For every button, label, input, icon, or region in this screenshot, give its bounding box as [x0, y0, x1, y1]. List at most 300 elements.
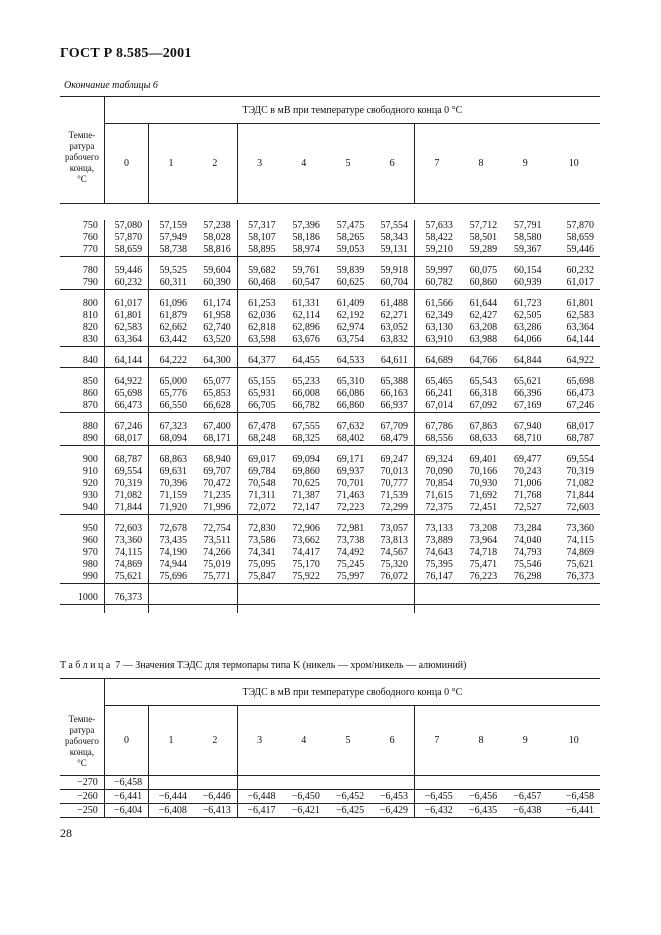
- emf-cell: 69,401: [469, 454, 498, 465]
- emf-cell: 72,223: [336, 502, 365, 513]
- table-row: [60, 298, 600, 310]
- emf-cell: −6,404: [104, 804, 148, 818]
- emf-cell: 69,324: [415, 454, 459, 466]
- gap-cell: [326, 446, 370, 455]
- corner-line: °С: [77, 173, 87, 184]
- emf-cell: 70,013: [380, 466, 408, 477]
- emf-cell: 67,092: [469, 400, 498, 411]
- emf-cell: 73,057: [380, 523, 408, 534]
- gap-cell: [415, 257, 459, 266]
- emf-cell: 71,387: [292, 490, 320, 501]
- emf-cell: −6,444: [158, 791, 187, 802]
- emf-cell: 66,860: [336, 400, 365, 411]
- emf-cell: 64,844: [513, 355, 542, 366]
- gap-cell: [282, 446, 326, 455]
- gap-cell: [104, 446, 148, 455]
- temperature-cell: 790: [60, 277, 104, 290]
- gap-cell: [326, 347, 370, 356]
- emf-cell: 59,446: [566, 244, 594, 255]
- gap-cell: [547, 368, 600, 377]
- table-row: [60, 502, 600, 515]
- emf-cell: 69,477: [513, 454, 542, 465]
- corner-line: ратура: [69, 140, 95, 151]
- emf-cell: 61,253: [237, 298, 281, 310]
- emf-cell: 57,159: [149, 220, 193, 232]
- temperature-cell: 880: [60, 421, 104, 433]
- emf-cell: 69,171: [336, 454, 365, 465]
- emf-cell: 65,698: [114, 388, 143, 399]
- group-gap: [60, 446, 600, 455]
- gap-cell: [149, 446, 193, 455]
- emf-cell: 75,471: [469, 559, 498, 570]
- table-row: [60, 790, 600, 804]
- col-header: 10: [568, 158, 579, 169]
- gap-cell: [370, 446, 414, 455]
- emf-cell: 62,583: [114, 322, 143, 333]
- emf-cell: 74,643: [415, 547, 459, 559]
- gap-cell: [104, 347, 148, 356]
- temperature-cell: 990: [60, 571, 104, 584]
- col-header: 5: [345, 158, 351, 169]
- gap-cell: [60, 368, 104, 377]
- emf-cell: 70,319: [566, 466, 594, 477]
- gap-cell: [104, 257, 148, 266]
- temperature-cell: 960: [60, 535, 104, 547]
- emf-cell: 62,036: [237, 310, 281, 322]
- emf-cell: 64,222: [149, 355, 193, 368]
- emf-cell: 74,040: [513, 535, 542, 546]
- temperature-cell: −270: [60, 776, 104, 790]
- gap-cell: [237, 446, 281, 455]
- gap-cell: [104, 413, 148, 422]
- table-row: [60, 592, 600, 605]
- gap-cell: [547, 290, 600, 299]
- emf-cell: 57,949: [149, 232, 193, 244]
- emf-cell: 57,554: [380, 220, 408, 231]
- emf-cell: 70,701: [336, 478, 365, 489]
- table6-body: [60, 220, 600, 613]
- emf-cell: 67,400: [203, 421, 231, 432]
- emf-cell: 70,319: [114, 478, 143, 489]
- col-header: 7: [434, 735, 440, 746]
- table-row: [60, 355, 600, 368]
- table7-body: [60, 776, 600, 818]
- gap-cell: [237, 605, 281, 614]
- gap-cell: [459, 413, 503, 422]
- gap-cell: [149, 413, 193, 422]
- emf-cell: 66,086: [336, 388, 365, 399]
- col-header: 8: [478, 735, 484, 746]
- temperature-cell: 810: [60, 310, 104, 322]
- emf-cell: 73,435: [149, 535, 193, 547]
- gap-cell: [503, 605, 547, 614]
- corner-line: рабочего: [64, 735, 99, 746]
- gap-cell: [503, 368, 547, 377]
- gap-cell: [104, 515, 148, 524]
- emf-cell: 59,918: [380, 265, 408, 276]
- temperature-cell: 760: [60, 232, 104, 244]
- emf-cell: 73,208: [469, 523, 498, 534]
- emf-cell: 66,241: [415, 388, 459, 400]
- table-row: [60, 523, 600, 535]
- emf-cell: 71,082: [114, 490, 143, 501]
- corner-line: рабочего: [64, 151, 99, 162]
- emf-cell: 71,006: [513, 478, 542, 489]
- emf-cell: 61,017: [114, 298, 143, 309]
- emf-cell: 68,940: [203, 454, 231, 465]
- group-gap: [60, 515, 600, 524]
- emf-cell: 70,243: [513, 466, 542, 477]
- gap-cell: [149, 515, 193, 524]
- emf-cell: 71,159: [149, 490, 193, 502]
- emf-cell: 65,388: [380, 376, 408, 387]
- col-header: 1: [168, 735, 174, 746]
- temperature-cell: 1000: [60, 592, 104, 605]
- col-header: 8: [478, 158, 484, 169]
- emf-cell: 75,170: [292, 559, 320, 570]
- gap-cell: [459, 515, 503, 524]
- emf-cell: 72,299: [380, 502, 408, 513]
- gap-cell: [149, 290, 193, 299]
- emf-cell: 72,678: [149, 523, 193, 535]
- emf-cell: 58,343: [380, 232, 408, 243]
- gap-cell: [503, 413, 547, 422]
- table7-caption-text: 7 — Значения ТЭДС для термопары типа K (никель — хром/никель — алюминий): [115, 660, 467, 671]
- emf-cell: 60,468: [237, 277, 281, 290]
- emf-cell: 64,611: [380, 355, 408, 366]
- table6-continuation-label: Окончание таблицы 6: [64, 80, 158, 91]
- emf-cell: 75,395: [415, 559, 459, 571]
- gap-cell: [60, 584, 104, 593]
- gap-cell: [282, 584, 326, 593]
- emf-cell: 68,787: [114, 454, 143, 465]
- emf-cell: 69,860: [292, 466, 320, 477]
- emf-cell: 63,052: [380, 322, 408, 333]
- emf-cell: 60,154: [513, 265, 542, 276]
- emf-cell: 61,488: [380, 298, 408, 309]
- table-row: [60, 559, 600, 571]
- gap-cell: [60, 290, 104, 299]
- header-divider: [60, 204, 600, 221]
- emf-cell: 71,692: [469, 490, 498, 501]
- emf-cell: 73,511: [203, 535, 231, 546]
- table-row: [60, 277, 600, 290]
- gap-cell: [415, 290, 459, 299]
- emf-cell: 64,144: [566, 334, 594, 345]
- emf-cell: 60,625: [336, 277, 365, 288]
- emf-cell: 70,930: [469, 478, 498, 489]
- emf-cell: 68,017: [566, 421, 594, 432]
- emf-cell: −6,450: [291, 791, 320, 802]
- temperature-cell: 820: [60, 322, 104, 334]
- emf-cell: 75,847: [237, 571, 281, 584]
- gap-cell: [104, 584, 148, 593]
- gap-cell: [547, 413, 600, 422]
- emf-cell: 62,505: [513, 310, 542, 321]
- emf-cell: 69,784: [237, 466, 281, 478]
- emf-cell: −6,438: [513, 805, 542, 816]
- emf-cell: 73,360: [566, 523, 594, 534]
- emf-cell: 68,710: [513, 433, 542, 444]
- emf-cell: 74,417: [292, 547, 320, 558]
- emf-cell: 64,533: [336, 355, 365, 366]
- emf-cell: 72,830: [237, 523, 281, 535]
- emf-cell: 64,455: [292, 355, 320, 366]
- gap-cell: [104, 605, 148, 614]
- temperature-cell: 970: [60, 547, 104, 559]
- emf-cell: 61,331: [292, 298, 320, 309]
- emf-cell: 67,940: [513, 421, 542, 432]
- temperature-cell: 870: [60, 400, 104, 413]
- gap-cell: [282, 290, 326, 299]
- emf-cell: 73,738: [336, 535, 365, 546]
- gap-cell: [415, 347, 459, 356]
- emf-cell: 69,937: [336, 466, 365, 477]
- gap-cell: [326, 413, 370, 422]
- gap-cell: [282, 605, 326, 614]
- gap-cell: [149, 347, 193, 356]
- emf-cell: 74,266: [203, 547, 231, 558]
- table-row: [60, 388, 600, 400]
- corner-line: °С: [77, 757, 87, 768]
- emf-cell: 72,603: [114, 523, 143, 534]
- emf-cell: 57,475: [336, 220, 365, 231]
- gap-cell: [193, 368, 237, 377]
- emf-cell: 73,284: [513, 523, 542, 534]
- gap-cell: [459, 368, 503, 377]
- emf-cell: 72,147: [292, 502, 320, 513]
- gap-cell: [547, 605, 600, 614]
- emf-cell: 66,396: [513, 388, 542, 399]
- col-header: 7: [415, 124, 459, 204]
- emf-cell: 58,501: [469, 232, 498, 243]
- emf-cell: 62,192: [336, 310, 365, 321]
- emf-cell: 72,603: [566, 502, 594, 513]
- temperature-cell: 830: [60, 334, 104, 347]
- gap-cell: [370, 413, 414, 422]
- emf-cell: 67,632: [336, 421, 365, 432]
- emf-cell: 61,879: [149, 310, 193, 322]
- emf-cell: 75,019: [203, 559, 231, 570]
- gap-cell: [415, 368, 459, 377]
- emf-cell: 74,869: [566, 547, 594, 558]
- emf-cell: 58,974: [292, 244, 320, 255]
- emf-cell: 66,473: [114, 400, 143, 411]
- emf-cell: 74,115: [114, 547, 143, 558]
- emf-cell: 76,223: [469, 571, 498, 582]
- emf-cell: 57,238: [203, 220, 231, 231]
- emf-cell: 68,863: [149, 454, 193, 466]
- emf-cell: 72,754: [203, 523, 231, 534]
- emf-cell: 76,373: [566, 571, 594, 582]
- emf-cell: 68,556: [415, 433, 459, 446]
- group-gap: [60, 257, 600, 266]
- gap-cell: [459, 584, 503, 593]
- emf-cell: −6,408: [158, 805, 187, 816]
- emf-cell: 59,367: [513, 244, 542, 255]
- table-row: [60, 478, 600, 490]
- gap-cell: [326, 584, 370, 593]
- emf-cell: 57,396: [292, 220, 320, 231]
- gap-cell: [237, 368, 281, 377]
- emf-cell: 57,633: [415, 220, 459, 232]
- emf-cell: 65,853: [203, 388, 231, 399]
- emf-cell: 69,554: [566, 454, 594, 465]
- gap-cell: [237, 584, 281, 593]
- emf-cell: 70,854: [415, 478, 459, 490]
- emf-cell: 67,786: [415, 421, 459, 433]
- emf-cell: 75,997: [336, 571, 365, 582]
- table-row: [60, 244, 600, 257]
- emf-cell: 70,472: [203, 478, 231, 489]
- col-header: 9: [522, 158, 528, 169]
- gap-cell: [237, 257, 281, 266]
- emf-cell: 64,922: [566, 355, 594, 366]
- col-header: 2: [212, 158, 218, 169]
- emf-cell: 63,520: [203, 334, 231, 345]
- gap-cell: [237, 290, 281, 299]
- group-gap: [60, 413, 600, 422]
- table-row: [60, 571, 600, 584]
- gap-cell: [415, 515, 459, 524]
- emf-cell: −6,457: [513, 791, 542, 802]
- emf-cell: 62,818: [237, 322, 281, 334]
- emf-cell: 74,492: [336, 547, 365, 558]
- emf-cell: 66,318: [469, 388, 498, 399]
- emf-cell: 57,317: [237, 220, 281, 232]
- emf-cell: 69,247: [380, 454, 408, 465]
- emf-cell: 59,604: [203, 265, 231, 276]
- col-header: 0: [123, 158, 129, 169]
- emf-cell: 69,094: [292, 454, 320, 465]
- table-row: [60, 433, 600, 446]
- temperature-cell: 750: [60, 220, 104, 232]
- emf-cell: [193, 592, 237, 605]
- emf-cell: 63,910: [415, 334, 459, 347]
- emf-cell: 70,090: [415, 466, 459, 478]
- document-header: ГОСТ Р 8.585—2001: [60, 46, 192, 61]
- emf-cell: 60,390: [203, 277, 231, 288]
- table-row: [60, 265, 600, 277]
- table6-column-header-row: [60, 124, 600, 204]
- emf-cell: 71,844: [566, 490, 594, 501]
- table-row: [60, 466, 600, 478]
- gap-cell: [415, 413, 459, 422]
- group-gap: [60, 290, 600, 299]
- emf-cell: 71,615: [415, 490, 459, 502]
- emf-cell: 63,286: [513, 322, 542, 333]
- table-row: [60, 547, 600, 559]
- table-row: [60, 334, 600, 347]
- gap-cell: [503, 515, 547, 524]
- emf-cell: 74,944: [149, 559, 193, 571]
- emf-cell: −6,413: [193, 804, 237, 818]
- emf-cell: 63,598: [237, 334, 281, 347]
- temperature-cell: 890: [60, 433, 104, 446]
- gap-cell: [459, 257, 503, 266]
- corner-line: конца,: [69, 746, 95, 757]
- corner-line: Темпе-: [68, 129, 96, 140]
- table-row: [60, 776, 600, 790]
- gap-cell: [370, 257, 414, 266]
- gap-cell: [193, 257, 237, 266]
- gap-cell: [60, 515, 104, 524]
- gap-cell: [370, 584, 414, 593]
- emf-cell: 59,131: [380, 244, 408, 255]
- emf-cell: 73,133: [415, 523, 459, 535]
- emf-cell: 72,981: [336, 523, 365, 534]
- emf-cell: 66,782: [292, 400, 320, 411]
- emf-cell: 69,017: [237, 454, 281, 466]
- gap-cell: [415, 584, 459, 593]
- table-row: [60, 535, 600, 547]
- emf-cell: 61,958: [203, 310, 231, 321]
- gap-cell: [370, 347, 414, 356]
- emf-cell: [326, 592, 370, 605]
- emf-cell: [459, 776, 503, 790]
- temperature-cell: −250: [60, 804, 104, 818]
- emf-cell: 58,816: [203, 244, 231, 255]
- table7-label: Таблица: [60, 660, 113, 671]
- emf-cell: 58,028: [203, 232, 231, 243]
- emf-cell: 76,147: [415, 571, 459, 584]
- emf-cell: [282, 592, 326, 605]
- emf-cell: 66,550: [149, 400, 193, 413]
- emf-cell: 76,072: [380, 571, 408, 582]
- emf-cell: −6,452: [336, 791, 365, 802]
- table7-subheader: ТЭДС в мВ при температуре свободного конца 0 °С: [104, 679, 600, 706]
- emf-cell: 71,082: [566, 478, 594, 489]
- corner-blank: [60, 97, 104, 124]
- col-header: 10: [568, 735, 579, 746]
- gap-cell: [326, 290, 370, 299]
- emf-cell: 72,527: [513, 502, 542, 513]
- emf-cell: 70,166: [469, 466, 498, 477]
- gap-cell: [149, 368, 193, 377]
- gap-cell: [237, 413, 281, 422]
- emf-cell: 67,169: [513, 400, 542, 411]
- emf-cell: 58,580: [513, 232, 542, 243]
- emf-cell: −6,458: [565, 791, 594, 802]
- emf-cell: 58,895: [237, 244, 281, 257]
- emf-cell: [193, 776, 237, 790]
- emf-cell: 71,768: [513, 490, 542, 501]
- emf-cell: 73,889: [415, 535, 459, 547]
- gap-cell: [415, 605, 459, 614]
- emf-cell: 59,682: [237, 265, 281, 277]
- group-gap: [60, 605, 600, 614]
- emf-cell: −6,441: [104, 790, 148, 804]
- emf-cell: 59,761: [292, 265, 320, 276]
- emf-cell: 73,964: [469, 535, 498, 546]
- corner-line: конца,: [69, 162, 95, 173]
- emf-cell: 57,870: [114, 232, 143, 243]
- page-number: 28: [60, 826, 72, 840]
- emf-cell: 67,709: [380, 421, 408, 432]
- emf-cell: 60,782: [415, 277, 459, 290]
- emf-cell: 70,548: [237, 478, 281, 490]
- emf-cell: 70,777: [380, 478, 408, 489]
- emf-cell: 65,931: [237, 388, 281, 400]
- emf-cell: 73,586: [237, 535, 281, 547]
- emf-cell: 58,107: [237, 232, 281, 244]
- emf-cell: 57,870: [566, 220, 594, 231]
- emf-cell: 65,000: [149, 376, 193, 388]
- emf-cell: 66,163: [380, 388, 408, 399]
- emf-cell: 61,723: [513, 298, 542, 309]
- col-header: 1: [149, 124, 193, 204]
- emf-cell: 60,939: [513, 277, 542, 288]
